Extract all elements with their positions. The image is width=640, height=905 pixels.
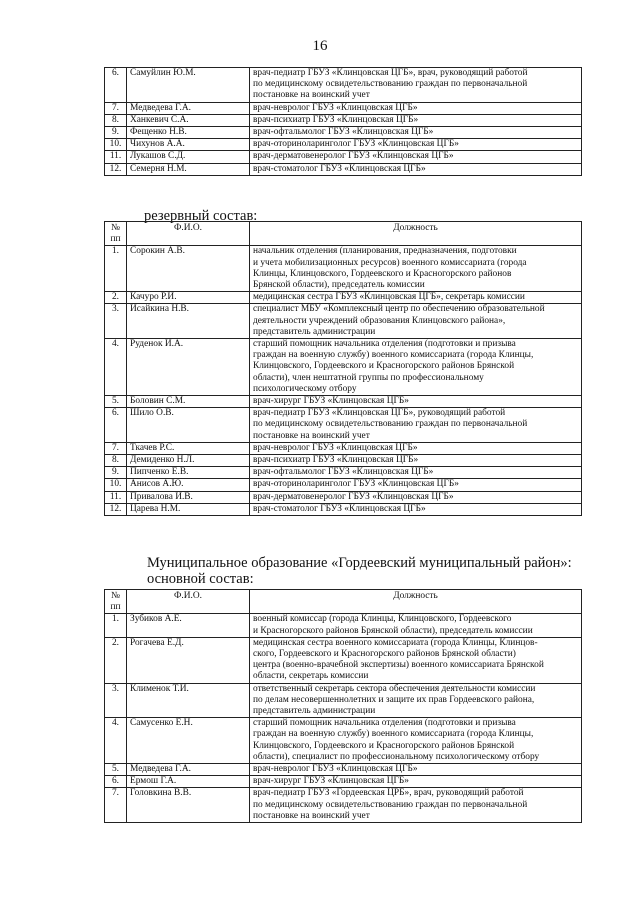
member-position-cell: врач-невролог ГБУЗ «Клинцовская ЦГБ» bbox=[250, 764, 582, 776]
row-number-cell: 1. bbox=[105, 246, 127, 292]
table-row bbox=[105, 637, 582, 683]
row-number-cell: 2. bbox=[105, 637, 127, 683]
row-number-cell: 1. bbox=[105, 614, 127, 637]
member-position-cell: врач-невролог ГБУЗ «Клинцовская ЦГБ» bbox=[250, 102, 582, 114]
row-number-cell: 7. bbox=[105, 102, 127, 114]
member-name-cell: Пипченко Е.В. bbox=[127, 467, 250, 479]
header-num-cell: № пп bbox=[105, 590, 127, 614]
table-row bbox=[105, 246, 582, 292]
table-row bbox=[105, 788, 582, 823]
main-composition-heading: основной состав: bbox=[147, 571, 254, 587]
row-number-cell: 11. bbox=[105, 491, 127, 503]
member-position-cell: врач-стоматолог ГБУЗ «Клинцовская ЦГБ» bbox=[250, 163, 582, 175]
member-position-cell: ответственный секретарь сектора обеспечения деятельности комиссии по делам несовершеннолетних и защите их прав Гордеевского района, представитель администрации bbox=[250, 683, 582, 718]
member-name-cell: Лукашов С.Д. bbox=[127, 151, 250, 163]
table-row bbox=[105, 683, 582, 718]
member-position-cell: врач-невролог ГБУЗ «Клинцовская ЦГБ» bbox=[250, 442, 582, 454]
row-number-cell: 10. bbox=[105, 139, 127, 151]
row-number-cell: 2. bbox=[105, 292, 127, 304]
row-number-cell: 4. bbox=[105, 339, 127, 396]
member-position-cell: врач-дерматовенеролог ГБУЗ «Клинцовская ЦГБ» bbox=[250, 151, 582, 163]
table-row bbox=[105, 292, 582, 304]
member-position-cell: врач-офтальмолог ГБУЗ «Клинцовская ЦГБ» bbox=[250, 467, 582, 479]
row-number-cell: 9. bbox=[105, 467, 127, 479]
member-position-cell: начальник отделения (планирования, предназначения, подготовки и учета мобилизационных ресурсов) военного комиссариата (города Клинцы, Клинцовского, Гордеевского и Красногорского районов Брянской области), председатель комиссии bbox=[250, 246, 582, 292]
table-row bbox=[105, 102, 582, 114]
header-position-cell: Должность bbox=[250, 590, 582, 614]
member-name-cell: Демиденко Н.Л. bbox=[127, 455, 250, 467]
member-position-cell: врач-стоматолог ГБУЗ «Клинцовская ЦГБ» bbox=[250, 503, 582, 515]
table-row bbox=[105, 68, 582, 103]
header-name-cell: Ф.И.О. bbox=[127, 590, 250, 614]
table-row bbox=[105, 114, 582, 126]
table-row bbox=[105, 614, 582, 637]
row-number-cell: 8. bbox=[105, 455, 127, 467]
member-name-cell: Руденок И.А. bbox=[127, 339, 250, 396]
row-number-cell: 4. bbox=[105, 718, 127, 764]
table-row bbox=[105, 396, 582, 408]
member-position-cell: медицинская сестра ГБУЗ «Клинцовская ЦГБ», секретарь комиссии bbox=[250, 292, 582, 304]
member-name-cell: Медведева Г.А. bbox=[127, 764, 250, 776]
main-composition-table bbox=[104, 589, 582, 823]
header-position-cell: Должность bbox=[250, 222, 582, 246]
header-name-cell: Ф.И.О. bbox=[127, 222, 250, 246]
table-row bbox=[105, 718, 582, 764]
row-number-cell: 6. bbox=[105, 776, 127, 788]
member-position-cell: старший помощник начальника отделения (подготовки и призыва граждан на военную службу) военного комиссариата (города Клинцы, Клинцовского, Гордеевского и Красногорского районов Брянской области), член нештатной группы по профессиональному психологическому отбору bbox=[250, 339, 582, 396]
member-name-cell: Медведева Г.А. bbox=[127, 102, 250, 114]
member-name-cell: Самусенко Е.Н. bbox=[127, 718, 250, 764]
row-number-cell: 12. bbox=[105, 503, 127, 515]
row-number-cell: 5. bbox=[105, 396, 127, 408]
member-name-cell: Головкина В.В. bbox=[127, 788, 250, 823]
member-position-cell: медицинская сестра военного комиссариата (города Клинцы, Клинцов- ского, Гордеевского и Красногорского районов Брянской области) центра (военно-врачебной экспертизы) военного комиссариата Брянской области, секретарь комиссии bbox=[250, 637, 582, 683]
municipal-heading: Муниципальное образование «Гордеевский муниципальный район»: bbox=[147, 555, 572, 571]
table-row bbox=[105, 139, 582, 151]
row-number-cell: 8. bbox=[105, 114, 127, 126]
member-position-cell: врач-оториноларинголог ГБУЗ «Клинцовская ЦГБ» bbox=[250, 139, 582, 151]
table-row bbox=[105, 776, 582, 788]
commission-table-1 bbox=[104, 67, 582, 176]
row-number-cell: 5. bbox=[105, 764, 127, 776]
table-row bbox=[105, 491, 582, 503]
member-name-cell: Шило О.В. bbox=[127, 408, 250, 443]
row-number-cell: 3. bbox=[105, 304, 127, 339]
table-row bbox=[105, 467, 582, 479]
member-name-cell: Качуро Р.И. bbox=[127, 292, 250, 304]
member-position-cell: старший помощник начальника отделения (подготовки и призыва граждан на военную службу) военного комиссариата (города Клинцы, Клинцовского, Гордеевского и Красногорского районов Брянской области), специалист по профессиональному психологическому отбору bbox=[250, 718, 582, 764]
page-number: 16 bbox=[312, 38, 328, 54]
row-number-cell: 6. bbox=[105, 408, 127, 443]
member-name-cell: Исайкина Н.В. bbox=[127, 304, 250, 339]
member-position-cell: врач-педиатр ГБУЗ «Гордеевская ЦРБ», врач, руководящий работой по медицинскому освидетельствованию граждан по первоначальной постановке на воинский учет bbox=[250, 788, 582, 823]
member-name-cell: Сорокин А.В. bbox=[127, 246, 250, 292]
table-row bbox=[105, 479, 582, 491]
row-number-cell: 10. bbox=[105, 479, 127, 491]
member-name-cell: Фещенко Н.В. bbox=[127, 127, 250, 139]
table-header-row bbox=[105, 590, 582, 614]
member-name-cell: Ткачев Р.С. bbox=[127, 442, 250, 454]
member-position-cell: военный комиссар (города Клинцы, Клинцовского, Гордеевского и Красногорского районов Брянской области), председатель комиссии bbox=[250, 614, 582, 637]
table-header-row bbox=[105, 222, 582, 246]
member-position-cell: врач-дерматовенеролог ГБУЗ «Клинцовская ЦГБ» bbox=[250, 491, 582, 503]
table-row bbox=[105, 455, 582, 467]
row-number-cell: 9. bbox=[105, 127, 127, 139]
member-position-cell: врач-педиатр ГБУЗ «Клинцовская ЦГБ», врач, руководящий работой по медицинскому освидетельствованию граждан по первоначальной постановке на воинский учет bbox=[250, 68, 582, 103]
member-name-cell: Анисов А.Ю. bbox=[127, 479, 250, 491]
row-number-cell: 12. bbox=[105, 163, 127, 175]
member-name-cell: Боловин С.М. bbox=[127, 396, 250, 408]
table-row bbox=[105, 442, 582, 454]
table-row bbox=[105, 408, 582, 443]
row-number-cell: 6. bbox=[105, 68, 127, 103]
member-name-cell: Семерня Н.М. bbox=[127, 163, 250, 175]
member-name-cell: Зубиков А.Е. bbox=[127, 614, 250, 637]
member-position-cell: врач-офтальмолог ГБУЗ «Клинцовская ЦГБ» bbox=[250, 127, 582, 139]
row-number-cell: 7. bbox=[105, 788, 127, 823]
member-position-cell: врач-психиатр ГБУЗ «Клинцовская ЦГБ» bbox=[250, 114, 582, 126]
reserve-heading: резервный состав: bbox=[144, 208, 258, 224]
table-row bbox=[105, 127, 582, 139]
member-name-cell: Ханкевич С.А. bbox=[127, 114, 250, 126]
member-position-cell: специалист МБУ «Комплексный центр по обеспечению образовательной деятельности учреждений образования Клинцовского района», представитель администрации bbox=[250, 304, 582, 339]
table-row bbox=[105, 503, 582, 515]
member-position-cell: врач-хирург ГБУЗ «Клинцовская ЦГБ» bbox=[250, 776, 582, 788]
member-name-cell: Чихунов А.А. bbox=[127, 139, 250, 151]
member-position-cell: врач-хирург ГБУЗ «Клинцовская ЦГБ» bbox=[250, 396, 582, 408]
reserve-table bbox=[104, 221, 582, 516]
member-position-cell: врач-оториноларинголог ГБУЗ «Клинцовская ЦГБ» bbox=[250, 479, 582, 491]
table-row bbox=[105, 163, 582, 175]
member-name-cell: Клименок Т.И. bbox=[127, 683, 250, 718]
table-row bbox=[105, 339, 582, 396]
member-name-cell: Царева Н.М. bbox=[127, 503, 250, 515]
member-name-cell: Рогачева Е.Д. bbox=[127, 637, 250, 683]
member-name-cell: Самуйлин Ю.М. bbox=[127, 68, 250, 103]
row-number-cell: 7. bbox=[105, 442, 127, 454]
member-position-cell: врач-психиатр ГБУЗ «Клинцовская ЦГБ» bbox=[250, 455, 582, 467]
member-name-cell: Ермош Г.А. bbox=[127, 776, 250, 788]
row-number-cell: 3. bbox=[105, 683, 127, 718]
table-row bbox=[105, 304, 582, 339]
header-num-cell: № пп bbox=[105, 222, 127, 246]
table-row bbox=[105, 151, 582, 163]
row-number-cell: 11. bbox=[105, 151, 127, 163]
table-row bbox=[105, 764, 582, 776]
member-name-cell: Привалова И.В. bbox=[127, 491, 250, 503]
member-position-cell: врач-педиатр ГБУЗ «Клинцовская ЦГБ», руководящий работой по медицинскому освидетельствованию граждан по первоначальной постановке на воинский учет bbox=[250, 408, 582, 443]
